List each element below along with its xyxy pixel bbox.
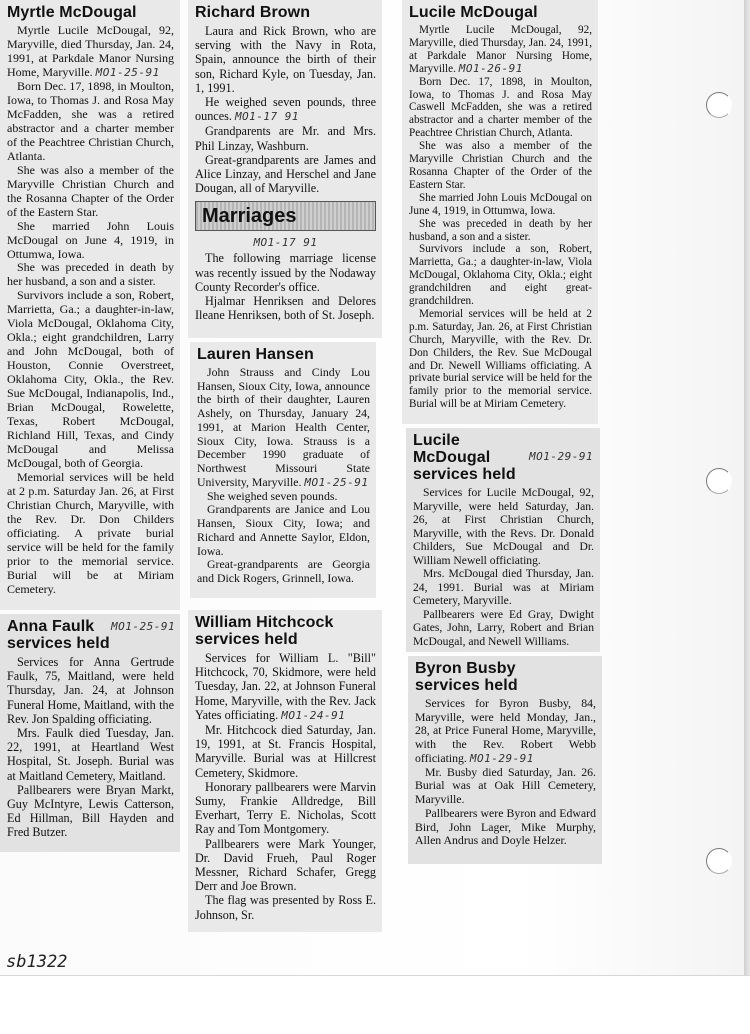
article-body <box>195 251 376 322</box>
paragraph: Services for Byron Busby, 84, Maryville, were held Monday, Jan., 28, at Price Funeral Home, Maryville, with the Rev. Robert Webb officiating. MO1-29-91 <box>415 696 596 765</box>
article-body <box>409 24 592 411</box>
paragraph: She was preceded in death by her husband, a son and a sister. <box>409 217 592 243</box>
binder-hole <box>706 468 732 494</box>
paragraph: Survivors include a son, Robert, Marrietta, Ga.; a daughter-in-law, Viola McDougal, Oklahoma City, Okla.; eight grandchildren, Larry and John McDougal, both of Houston, Connie Overstreet, Oklahoma City, Okla., the Rev. Sue McDougal, Indianapolis, Ind., Brian McDougal, Rowelette, Texas, Robert McDougal, Richland Hill, Texas, and Cindy McDougal and Melissa McDougal, both of Georgia. <box>7 288 174 471</box>
handwritten-date: MO1-29-91 <box>469 751 534 765</box>
paragraph: Mr. Busby died Saturday, Jan. 26. Burial was at Oak Hill Cemetery, Maryville. <box>415 764 596 807</box>
paragraph: She married John Louis McDougal on June 4, 1919, in Ottumwa, Iowa. <box>7 218 174 261</box>
paragraph: Services for William L. "Bill" Hitchcock, 70, Skidmore, were held Tuesday, Jan. 22, at Johnson Funeral Home, Maryville, with the Rev. Jack Yates officiating. MO1-24-91 <box>195 651 376 722</box>
binder-hole <box>706 92 732 118</box>
paragraph: Pallbearers were Mark Younger, Dr. David Frueh, Paul Roger Messner, Richard Schafer, Gregg Derr and Joe Brown. <box>195 836 376 894</box>
clipping-william-hitchcock <box>188 610 382 932</box>
paragraph: Pallbearers were Byron and Edward Bird, John Lager, Mike Murphy, Allen Andrus and Doyle Helzer. <box>415 805 596 848</box>
paragraph: Services for Anna Gertrude Faulk, 75, Maitland, were held Thursday, Jan. 24, at Johnson Funeral Home, Maitland, with the Rev. Jon Spalding officiating. <box>7 655 174 726</box>
paragraph: She was also a member of the Maryville Christian Church and the Rosanna Chapter of the Order of the Eastern Star. <box>7 162 174 219</box>
clipping-richard-brown <box>188 0 382 338</box>
paragraph: Myrtle Lucile McDougal, 92, Maryville, died Thursday, Jan. 24, 1991, at Parkdale Manor Nursing Home, Maryville. MO1-26-91 <box>409 24 592 75</box>
paragraph: Born Dec. 17, 1898, in Moulton, Iowa, to Thomas J. and Rosa May Caswell McFadden, she was a retired abstractor and a charter member of the Peachtree Christian Church, Atlanta. <box>409 75 592 140</box>
paragraph: Survivors include a son, Robert, Marrietta, Ga.; a daughter-in-law, Viola McDougal, Oklahoma City, Okla.; eight grandchildren and eight great-grandchildren. <box>409 243 592 308</box>
paragraph: Hjalmar Henriksen and Delores Ileane Henriksen, both of St. Joseph. <box>195 294 376 323</box>
paragraph: The following marriage license was recently issued by the Nodaway County Recorder's office. <box>195 251 376 294</box>
scanner-bed <box>0 975 750 1034</box>
paragraph: She weighed seven pounds. <box>207 488 338 503</box>
article-body <box>415 697 596 848</box>
clipping-lucile-mcdougal <box>402 0 598 424</box>
headline: Myrtle McDougal <box>7 4 137 21</box>
headline: Anna Faulk services held <box>7 618 110 652</box>
headline: Lucile McDougal services held <box>413 432 516 483</box>
handwritten-date: MO1-29-91 <box>529 450 594 463</box>
headline: Lauren Hansen <box>197 346 314 363</box>
handwritten-date: MO1-26-91 <box>458 61 523 75</box>
clipping-myrtle-mcdougal <box>0 0 180 610</box>
paragraph: Grandparents are Mr. and Mrs. Phil Linzay, Washburn. <box>195 124 376 153</box>
paragraph: Memorial services will be held at 2 p.m. Saturday Jan. 26, at First Christian Church, Maryville, with the Rev. Dr. Don Childers officiating. A private burial service will be held for the family prior to the memorial service. Burial will be at Miriam Cemetery. <box>7 470 174 596</box>
paragraph: The flag was presented by Ross E. Johnson, Sr. <box>195 893 376 922</box>
article-body <box>195 24 376 195</box>
article-body <box>197 366 370 586</box>
clipping-byron-busby <box>408 656 602 864</box>
headline: Richard Brown <box>195 4 311 21</box>
paragraph: Grandparents are Janice and Lou Hansen, Sioux City, Iowa; and Richard and Annette Saylor, Eldon, Iowa. <box>197 502 370 558</box>
handwritten-date: MO1-24-91 <box>281 708 346 722</box>
paragraph: Great-grandparents are James and Alice Linzay, and Herschel and Jane Dougan, all of Maryville. <box>195 152 376 196</box>
paragraph: Mrs. Faulk died Tuesday, Jan. 22, 1991, at Heartland West Hospital, St. Joseph. Burial was at Maitland Cemetery, Maitland. <box>7 726 174 783</box>
article-body <box>7 24 174 597</box>
paragraph: Memorial services will be held at 2 p.m. Saturday, Jan. 26, at First Christian Church, Maryville, with the Rev. Dr. Don Childers, the Rev. Sue McDougal and Dr. Newell Williams officiating. A private burial service will be held for the family prior to the memorial service. Burial will be at Miriam Cemetery. <box>409 307 592 411</box>
clipping-lucile-mcdougal-services <box>406 428 600 652</box>
scan-label: sb1322 <box>6 952 68 972</box>
page-edge-shadow <box>744 0 750 975</box>
article-body <box>195 651 376 922</box>
clipping-anna-faulk <box>0 614 180 852</box>
headline: William Hitchcock services held <box>195 614 334 648</box>
binder-hole <box>706 848 732 874</box>
paragraph: Myrtle Lucile McDougal, 92, Maryville, died Thursday, Jan. 24, 1991, at Parkdale Manor Nursing Home, Maryville. MO1-25-91 <box>7 23 174 79</box>
paragraph: He weighed seven pounds, three ounces. MO1-17 91 <box>195 95 376 124</box>
handwritten-date: MO1-17 91 <box>253 236 318 250</box>
paragraph: She married John Louis McDougal on June 4, 1919, in Ottumwa, Iowa. <box>409 191 592 217</box>
paragraph: Great-grandparents are Georgia and Dick Rogers, Grinnell, Iowa. <box>197 557 370 586</box>
paragraph: She was also a member of the Maryville Christian Church and the Rosanna Chapter of the Order of the Eastern Star. <box>409 140 592 191</box>
paragraph: Mr. Hitchcock died Saturday, Jan. 19, 1991, at St. Francis Hospital, Maryville. Burial was at Hillcrest Cemetery, Skidmore. <box>195 723 376 780</box>
article-body <box>413 486 594 648</box>
article-body <box>7 655 174 840</box>
marriages-banner: Marriages <box>195 201 376 231</box>
handwritten-date: MO1-25-91 <box>111 620 176 633</box>
paragraph: Pallbearers were Ed Gray, Dwight Gates, John, Larry, Robert and Brian McDougal, and Newell Williams. <box>413 607 594 648</box>
paragraph: Born Dec. 17, 1898, in Moulton, Iowa, to Thomas J. and Rosa May McFadden, she was a retired abstractor and a charter member of the Peachtree Christian Church, Atlanta. <box>7 78 174 163</box>
clipping-lauren-hansen <box>190 342 376 598</box>
paragraph: Pallbearers were Bryan Markt, Guy McIntyre, Lewis Catterson, Ed Hillman, Bill Hayden and Fred Butzer. <box>7 782 174 840</box>
paragraph: Laura and Rick Brown, who are serving with the Navy in Rota, Spain, announce the birth of their son, Richard Kyle, on Tuesday, Jan. 1, 1991. <box>195 24 376 95</box>
paragraph: Services for Lucile McDougal, 92, Maryville, were held Saturday, Jan. 26, at First Christian Church, Maryville, with the Revs. Dr. Donald Childers, Sue McDougal and Dr. William Newell officiating. <box>413 486 594 567</box>
handwritten-date-wrap <box>195 233 376 251</box>
paragraph: Honorary pallbearers were Marvin Sumy, Frankie Alldredge, Bill Everhart, Terry E. Nicholas, Scott Ray and Tom Montgomery. <box>195 779 376 837</box>
headline: Byron Busby services held <box>415 660 518 694</box>
handwritten-date: MO1-25-91 <box>304 475 369 489</box>
handwritten-date: MO1-25-91 <box>95 65 160 79</box>
paragraph: She was preceded in death by her husband, a son and a sister. <box>7 260 174 289</box>
headline: Lucile McDougal <box>409 4 538 21</box>
handwritten-date: MO1-17 91 <box>234 110 300 124</box>
paragraph: John Strauss and Cindy Lou Hansen, Sioux City, Iowa, announce the birth of their daughter, Lauren Ashely, on Thursday, January 24, 1991, at Marion Health Center, Sioux City, Iowa. Strauss is a December 1990 graduate of Northwest Missouri State University, Maryville. MO1-25-91 <box>197 365 370 489</box>
paragraph: Mrs. McDougal died Thursday, Jan. 24, 1991. Burial was at Miriam Cemetery, Maryville. <box>413 567 594 608</box>
